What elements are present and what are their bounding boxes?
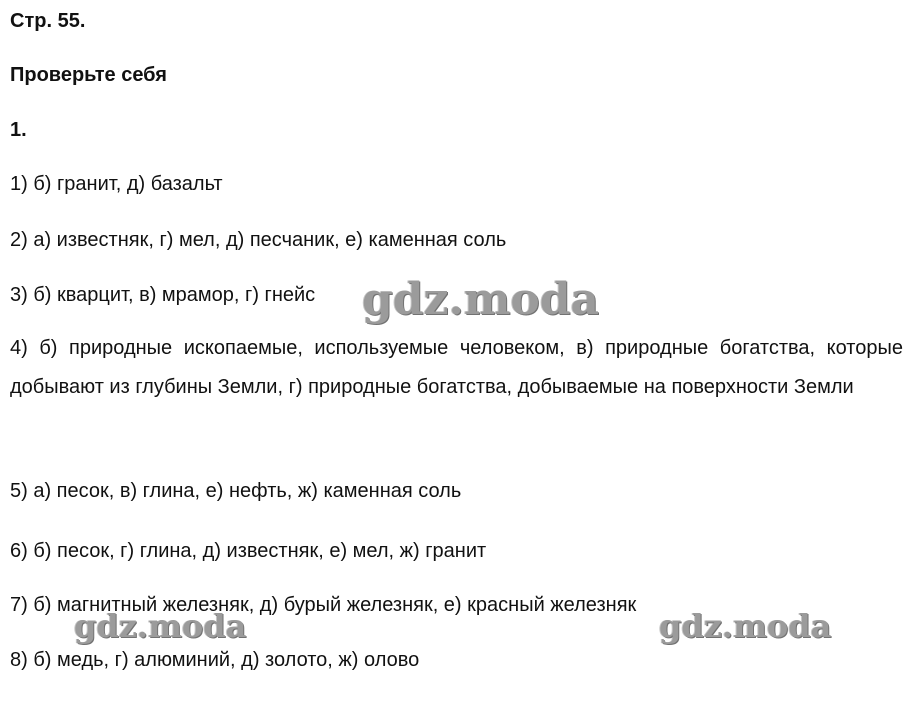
- page-number: Стр. 55.: [10, 10, 86, 32]
- answer-5: 5) а) песок, в) глина, е) нефть, ж) каменная соль: [10, 480, 462, 502]
- answer-6: 6) б) песок, г) глина, д) известняк, е) мел, ж) гранит: [10, 540, 487, 562]
- answer-1: 1) б) гранит, д) базальт: [10, 173, 223, 195]
- exercise-number: 1.: [10, 119, 27, 141]
- answer-7: 7) б) магнитный железняк, д) бурый железняк, е) красный железняк: [10, 594, 637, 616]
- watermark-logo: gdz.moda: [362, 274, 600, 325]
- watermark-logo: gdz.moda: [74, 607, 247, 645]
- answer-8: 8) б) медь, г) алюминий, д) золото, ж) олово: [10, 649, 420, 671]
- answer-4: 4) б) природные ископаемые, используемые человеком, в) природные богатства, которые добывают из глубины Земли, г) природные богатства, добываемые на поверхности Земли: [10, 337, 903, 398]
- watermark-logo: gdz.moda: [659, 607, 832, 645]
- section-title: Проверьте себя: [10, 64, 167, 86]
- answer-3: 3) б) кварцит, в) мрамор, г) гнейс: [10, 284, 316, 306]
- answer-2: 2) а) известняк, г) мел, д) песчаник, е) каменная соль: [10, 229, 507, 251]
